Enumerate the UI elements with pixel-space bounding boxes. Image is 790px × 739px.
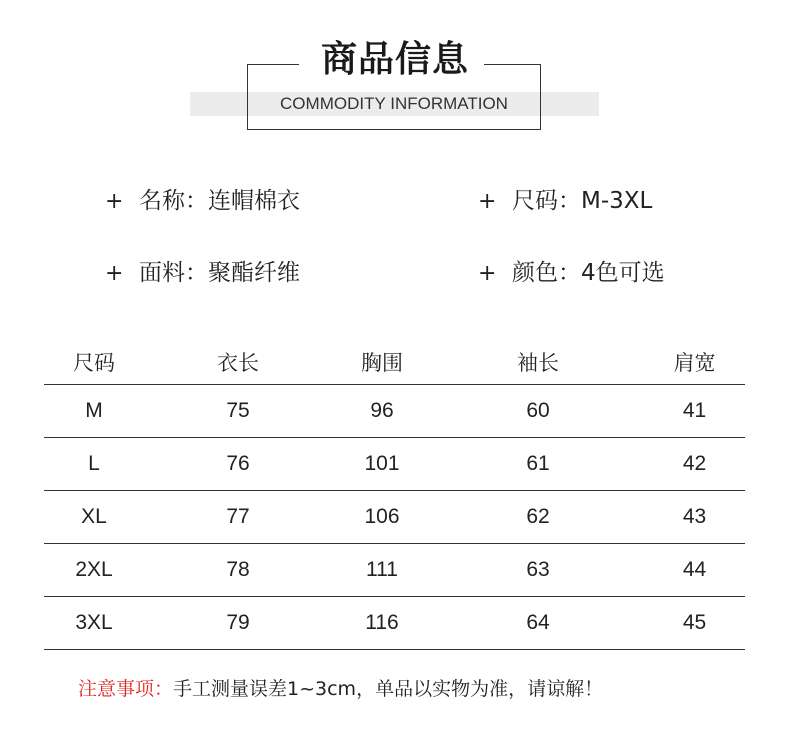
page-subtitle: COMMODITY INFORMATION: [280, 94, 508, 113]
info-item-size: [478, 186, 652, 217]
table-cell: 41: [682, 399, 707, 422]
note-label: 注意事项：: [78, 678, 174, 700]
table-cell: 44: [682, 558, 707, 581]
info-text: 面料：聚酯纤维: [139, 260, 300, 286]
table-cell: M: [85, 399, 103, 422]
table-cell: 76: [226, 452, 250, 475]
table-cell: 111: [366, 558, 398, 581]
page-title: 商品信息: [320, 39, 469, 80]
column-header: 胸围: [361, 351, 403, 375]
table-cell: 77: [226, 505, 250, 528]
plus-icon: +: [478, 189, 497, 214]
header-frame-top-left-line: [247, 64, 299, 65]
table-cell: 75: [226, 399, 250, 422]
column-header: 衣长: [217, 351, 259, 375]
table-cell: 62: [526, 505, 550, 528]
table-row: [44, 385, 745, 438]
note-text: 手工测量误差1~3cm，单品以实物为准，请谅解！: [173, 678, 604, 700]
table-cell: 96: [370, 399, 394, 422]
table-cell: 3XL: [75, 611, 113, 634]
info-text: 颜色：4色可选: [512, 260, 665, 286]
table-cell: L: [88, 452, 100, 475]
table-cell: 79: [226, 611, 250, 634]
table-header-row: [44, 343, 745, 385]
column-header: 尺码: [73, 351, 115, 375]
table-row: [44, 491, 745, 544]
info-text: 名称：连帽棉衣: [139, 188, 300, 214]
measurement-note: [78, 675, 603, 703]
column-header: 肩宽: [673, 351, 716, 375]
plus-icon: +: [478, 261, 497, 286]
info-item-color: [478, 258, 665, 289]
info-item-fabric: [105, 258, 300, 289]
table-cell: 60: [526, 399, 550, 422]
column-header: 袖长: [517, 351, 559, 375]
table-row: [44, 438, 745, 491]
info-item-name: [105, 186, 300, 217]
table-cell: 106: [364, 505, 400, 528]
size-table: [44, 343, 745, 650]
table-cell: XL: [81, 505, 107, 528]
table-cell: 101: [364, 452, 400, 475]
table-cell: 116: [365, 611, 399, 634]
table-cell: 78: [226, 558, 250, 581]
table-cell: 43: [682, 505, 707, 528]
table-cell: 64: [526, 611, 550, 634]
table-cell: 61: [526, 452, 550, 475]
header-frame-top-right-line: [484, 64, 541, 65]
info-text: 尺码：M-3XL: [512, 188, 653, 214]
table-cell: 63: [526, 558, 550, 581]
table-row: [44, 597, 745, 650]
table-cell: 45: [682, 611, 707, 634]
plus-icon: +: [105, 261, 124, 286]
table-cell: 42: [682, 452, 707, 475]
table-row: [44, 544, 745, 597]
plus-icon: +: [105, 189, 124, 214]
table-cell: 2XL: [75, 558, 113, 581]
